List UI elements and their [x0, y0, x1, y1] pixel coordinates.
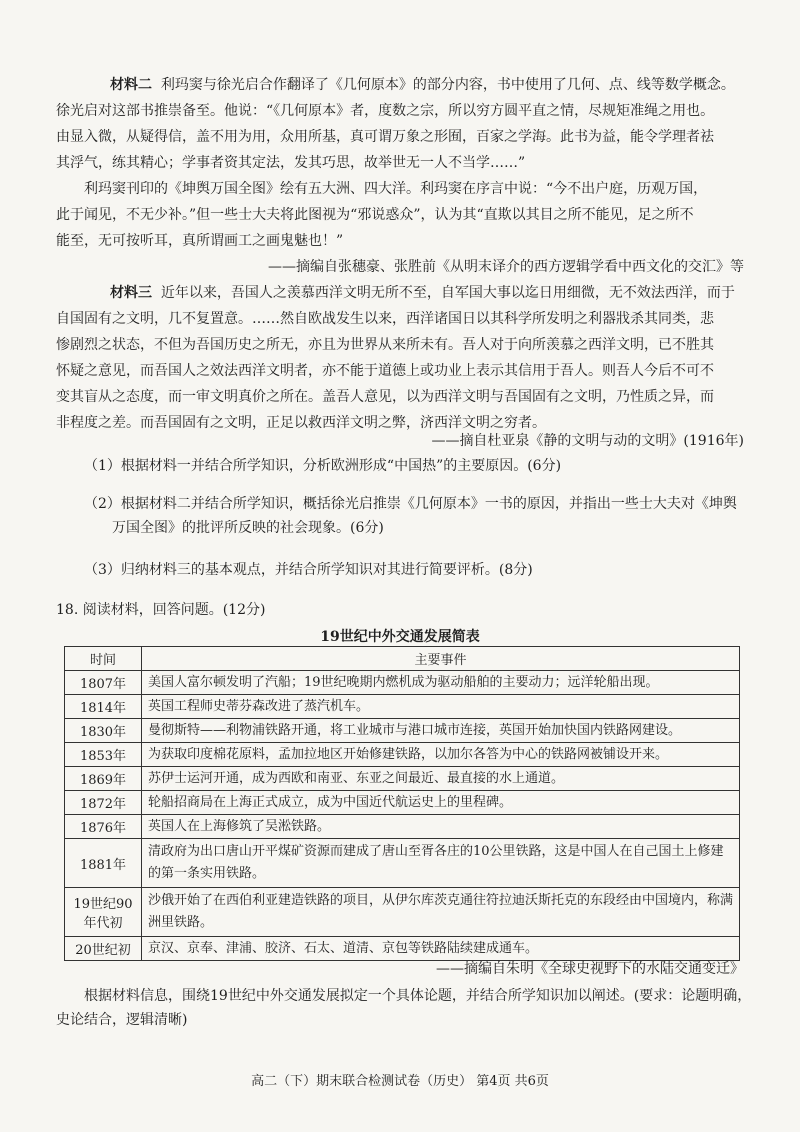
material2-label: 材料二 [110, 77, 152, 93]
material3-line-5: 变其盲从之态度，而一审文明真价之所在。盖吾人意见，以为西洋文明与吾国固有之文明，乃性质之异，而 [56, 389, 714, 405]
material3-line-3: 惨剧烈之状态，不但为吾国历史之所无，亦且为世界从来所未有。吾人对于向所羡慕之西洋文明，已不胜其 [56, 337, 714, 353]
material3-line-2: 自国固有之文明，几不复置意。……然自欧战发生以来，西洋诸国日以其科学所发明之利器戕杀其同类，悲 [56, 311, 714, 327]
table-row [65, 839, 740, 888]
table-row [65, 888, 740, 937]
row-time: 1830年 [65, 719, 142, 743]
table-row [65, 671, 740, 695]
material3-line-1 [110, 280, 735, 306]
material2-line-1 [110, 72, 735, 98]
question-18-heading: 18. 阅读材料，回答问题。(12分) [56, 602, 266, 618]
row-event: 轮船招商局在上海正式成立，成为中国近代航运史上的里程碑。 [142, 791, 740, 815]
table-row [65, 791, 740, 815]
material3-line-4: 怀疑之意见，而吾国人之效法西洋文明者，亦不能于道德上或功业上表示其信用于吾人。则吾人今后不可不 [56, 363, 714, 379]
material2-line-7: 能至，无可按听耳，真所谓画工之画鬼魅也！” [56, 233, 344, 249]
row-event: 曼彻斯特——利物浦铁路开通，将工业城市与港口城市连接，英国开始加快国内铁路网建设。 [142, 719, 740, 743]
table-header-row [65, 647, 740, 671]
header-event: 主要事件 [142, 647, 740, 671]
table-row [65, 719, 740, 743]
question-3: （3）归纳材料三的基本观点，并结合所学知识对其进行简要评析。(8分) [84, 562, 533, 578]
row-time: 1814年 [65, 695, 142, 719]
material2-line-2: 徐光启对这部书推崇备至。他说：“《几何原本》者，度数之宗，所以穷方圆平直之情，尽规矩准绳之用也。 [56, 103, 715, 119]
table-source: ——摘编自朱明《全球史视野下的水陆交通变迁》 [436, 961, 744, 977]
material2-line-3: 由显入微，从疑得信，盖不用为用，众用所基，真可谓万象之形囿，百家之学海。此书为益，能令学理者祛 [56, 129, 714, 145]
table-row [65, 767, 740, 791]
material2-line-4: 其浮气，练其精心；学事者资其定法，发其巧思，故举世无一人不当学……” [56, 155, 526, 171]
table-row [65, 743, 740, 767]
row-event: 京汉、京奉、津浦、胶济、石太、道清、京包等铁路陆续建成通车。 [142, 937, 740, 961]
material3-label: 材料三 [110, 285, 152, 301]
question-2-line-2: 万国全图》的批评所反映的社会现象。(6分) [112, 520, 384, 536]
row-event: 为获取印度棉花原料，孟加拉地区开始修建铁路，以加尔各答为中心的铁路网被铺设开来。 [142, 743, 740, 767]
row-time: 20世纪初 [65, 937, 142, 961]
transport-table [64, 646, 740, 961]
row-time: 1807年 [65, 671, 142, 695]
row-event: 清政府为出口唐山开平煤矿资源而建成了唐山至胥各庄的10公里铁路，这是中国人在自己国土上修建的第一条实用铁路。 [142, 839, 740, 888]
row-time: 1872年 [65, 791, 142, 815]
row-time: 19世纪90年代初 [65, 888, 142, 937]
page-footer: 高二（下）期末联合检测试卷（历史） 第4页 共6页 [251, 1074, 549, 1089]
row-event: 美国人富尔顿发明了汽船；19世纪晚期内燃机成为驱动船舶的主要动力；远洋轮船出现。 [142, 671, 740, 695]
header-time: 时间 [65, 647, 142, 671]
table-row [65, 695, 740, 719]
material2-line-5: 利玛窦刊印的《坤舆万国全图》绘有五大洲、四大洋。利玛窦在序言中说：“今不出户庭，历观万国， [84, 181, 708, 197]
row-event: 英国人在上海修筑了吴淞铁路。 [142, 815, 740, 839]
table-row [65, 815, 740, 839]
table-row [65, 937, 740, 961]
row-event: 沙俄开始了在西伯利亚建造铁路的项目，从伊尔库茨克通往符拉迪沃斯托克的东段经由中国境内，称满洲里铁路。 [142, 888, 740, 937]
row-event: 苏伊士运河开通，成为西欧和南亚、东亚之间最近、最直接的水上通道。 [142, 767, 740, 791]
material2-source: ——摘编自张穗豪、张胜前《从明末译介的西方逻辑学看中西文化的交汇》等 [268, 259, 744, 275]
material3-source: ——摘自杜亚泉《静的文明与动的文明》(1916年) [431, 433, 744, 449]
material3-text-1: 近年以来，吾国人之羡慕西洋文明无所不至，自军国大事以迄日用细微，无不效法西洋，而于 [160, 285, 735, 301]
question-2-line-1: （2）根据材料二并结合所学知识，概括徐光启推崇《几何原本》一书的原因，并指出一些士大夫对《坤舆 [84, 496, 737, 512]
table-title: 19世纪中外交通发展简表 [320, 629, 480, 645]
material3-line-6: 非程度之差。而吾国固有之文明，正足以救西洋文明之弊，济西洋文明之穷者。 [56, 415, 546, 431]
question-1: （1）根据材料一并结合所学知识，分析欧洲形成“中国热”的主要原因。(6分) [84, 458, 562, 474]
row-time: 1881年 [65, 839, 142, 888]
row-time: 1853年 [65, 743, 142, 767]
row-time: 1869年 [65, 767, 142, 791]
material2-line-6: 此于闻见，不无少补。”但一些士大夫将此图视为“邪说惑众”，认为其“直欺以其目之所不能见，足之所不 [56, 207, 694, 223]
question-18-prompt-line-1: 根据材料信息，围绕19世纪中外交通发展拟定一个具体论题，并结合所学知识加以阐述。(要求：论题明确， [84, 988, 752, 1004]
row-time: 1876年 [65, 815, 142, 839]
material2-text-1: 利玛窦与徐光启合作翻译了《几何原本》的部分内容，书中使用了几何、点、线等数学概念。 [160, 77, 735, 93]
row-event: 英国工程师史蒂芬森改进了蒸汽机车。 [142, 695, 740, 719]
question-18-prompt-line-2: 史论结合，逻辑清晰) [56, 1012, 188, 1028]
